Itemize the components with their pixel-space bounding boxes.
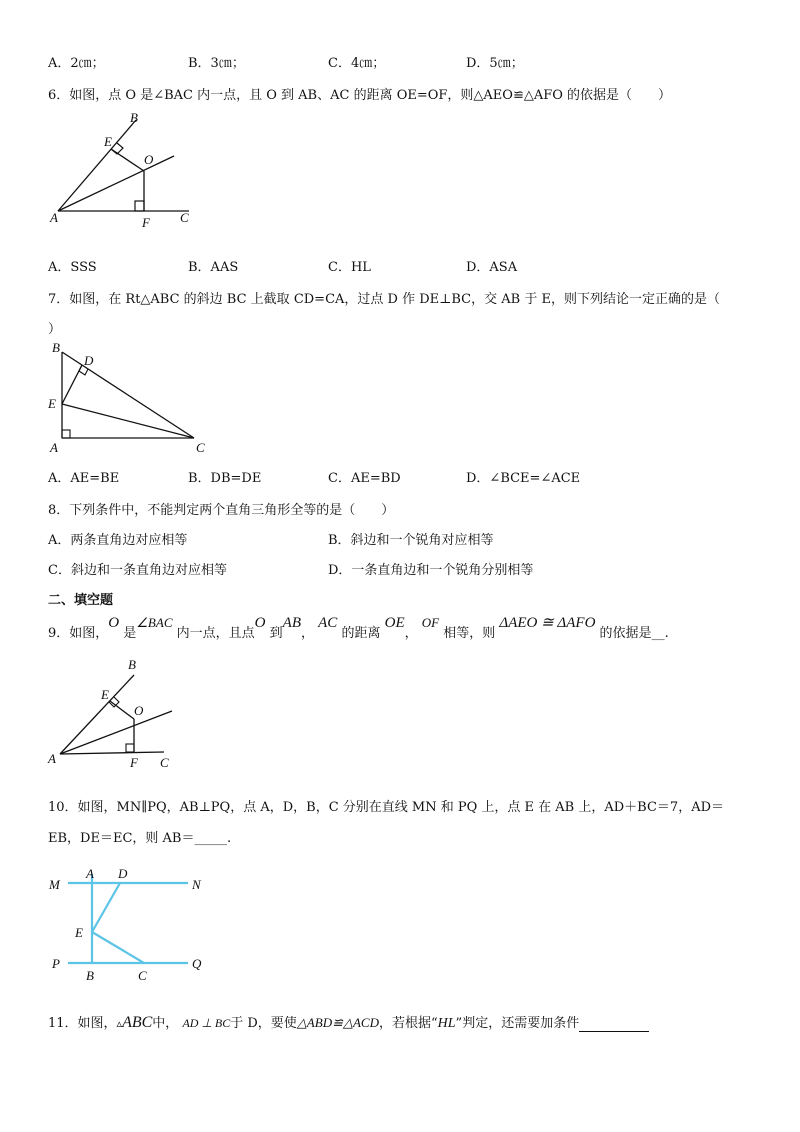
q11-text-in: 中，	[152, 1016, 179, 1031]
q10-label-c: C	[138, 968, 147, 982]
q6-label-o: O	[144, 152, 154, 167]
q9-label-b: B	[128, 657, 136, 672]
q9-label-a: A	[48, 751, 56, 766]
q10-label-a: A	[86, 866, 94, 881]
q6-option-d: D．ASA	[466, 260, 518, 275]
q9-answer-blank[interactable]: __	[651, 626, 665, 641]
q6-label-e: E	[104, 134, 112, 149]
q9-figure	[44, 655, 184, 770]
q9-text-to: 到	[269, 626, 283, 641]
q9-line-ac: AC	[318, 615, 338, 631]
q7-stem-line2: ）	[48, 322, 62, 337]
q7-label-a: A	[50, 440, 58, 455]
q6-figure	[44, 108, 204, 233]
q10-line2-prefix: EB，DE＝EC，则 AB＝	[48, 831, 195, 846]
q6-label-a: A	[50, 210, 58, 225]
q11-congruence: △ABD≌△ACD	[296, 1015, 379, 1030]
q8-stem: 8．下列条件中，不能判定两个直角三角形全等的是（ ）	[48, 503, 395, 518]
q10-label-m: M	[49, 877, 60, 892]
q9-stem	[48, 615, 669, 641]
q8-option-c: C．斜边和一条直角边对应相等	[48, 563, 227, 578]
q6-label-c: C	[180, 210, 189, 225]
q7-option-a: A．AE=BE	[48, 471, 120, 486]
q9-comma1: ，	[300, 626, 314, 641]
q11-answer-blank[interactable]	[579, 1016, 649, 1032]
q5-option-b: B．3㎝；	[188, 56, 245, 71]
q11-perp: AD ⊥ BC	[182, 1016, 231, 1030]
q11-hl: HL	[437, 1016, 456, 1031]
q11-text-judge: ”判定，还需要加条件	[455, 1016, 580, 1031]
q7-label-e: E	[48, 396, 56, 411]
q7-label-b: B	[52, 340, 60, 355]
q10-label-p: P	[52, 956, 60, 971]
q9-seg-oe: OE	[384, 615, 405, 631]
q7-label-d: D	[84, 353, 94, 368]
q10-label-b: B	[86, 968, 94, 982]
q10-label-e: E	[75, 925, 83, 940]
q10-label-n: N	[192, 877, 201, 892]
q9-label-e: E	[101, 687, 109, 702]
q9-text-basis: 的依据是	[599, 626, 652, 641]
q9-point-o2: O	[254, 615, 266, 631]
q10-stem-line2	[48, 827, 231, 846]
q9-point-o: O	[108, 615, 120, 631]
q5-option-a: A．2㎝；	[48, 56, 105, 71]
section-title-fill-blank: 二、填空题	[48, 593, 114, 608]
q11-prefix: 11．如图，	[48, 1016, 117, 1031]
q6-option-a: A．SSS	[48, 260, 97, 275]
q6-option-c: C．HL	[328, 260, 371, 275]
q10-line2-end: .	[226, 831, 232, 846]
q9-text-is: 是	[123, 626, 137, 641]
q7-option-b: B．DB=DE	[188, 471, 262, 486]
q11-stem	[48, 1012, 649, 1032]
q10-label-q: Q	[192, 956, 202, 971]
q9-label-o: O	[134, 703, 144, 718]
q9-prefix: 9．如图，	[48, 626, 109, 641]
q8-option-a: A．两条直角边对应相等	[48, 533, 188, 548]
q11-triangle-symbol: ▵	[116, 1017, 123, 1030]
q10-figure	[44, 862, 224, 982]
q6-option-b: B．AAS	[188, 260, 239, 275]
q7-label-c: C	[196, 440, 205, 455]
q9-comma2: ，	[404, 626, 418, 641]
q9-label-c: C	[160, 755, 169, 770]
q6-label-f: F	[142, 215, 150, 230]
q7-option-d: D．∠BCE=∠ACE	[466, 471, 581, 486]
q9-congruence: ΔAEO ≅ ΔAFO	[499, 615, 596, 631]
q9-seg-of: OF	[421, 615, 440, 630]
q9-label-f: F	[130, 755, 138, 770]
q9-text-distance: 的距离	[341, 626, 381, 641]
q9-angle-bac: ∠BAC	[136, 615, 173, 630]
q6-stem: 6．如图，点 O 是∠BAC 内一点，且 O 到 AB、AC 的距离 OE=OF，则△AEO≌△AFO 的依据是（ ）	[48, 88, 672, 103]
q10-label-d: D	[118, 866, 128, 881]
q9-line-ab: AB	[282, 615, 301, 631]
q11-text-if: ，若根据“	[378, 1016, 438, 1031]
q5-option-d: D．5㎝；	[466, 56, 524, 71]
q7-option-c: C．AE=BD	[328, 471, 401, 486]
q11-triangle-abc: ABC	[122, 1014, 153, 1031]
q9-end: .	[664, 626, 669, 641]
q9-text-equal: 相等，则	[443, 626, 496, 641]
q7-stem-line1: 7．如图，在 Rt△ABC 的斜边 BC 上截取 CD=CA，过点 D 作 DE⊥BC，交 AB 于 E，则下列结论一定正确的是（	[48, 292, 720, 307]
q11-text-at: 于 D，要使	[230, 1016, 297, 1031]
q8-option-d: D．一条直角边和一个锐角分别相等	[328, 563, 534, 578]
q5-option-c: C．4㎝；	[328, 56, 386, 71]
q8-option-b: B．斜边和一个锐角对应相等	[328, 533, 494, 548]
q7-figure	[44, 338, 224, 458]
q10-answer-blank[interactable]: _____	[194, 831, 227, 846]
q10-stem-line1: 10．如图，MN∥PQ，AB⊥PQ，点 A，D，B，C 分别在直线 MN 和 PQ 上，点 E 在 AB 上，AD＋BC＝7，AD＝	[48, 800, 725, 815]
q6-label-b: B	[130, 110, 138, 125]
q9-text-inner: 内一点，且点	[176, 626, 255, 641]
